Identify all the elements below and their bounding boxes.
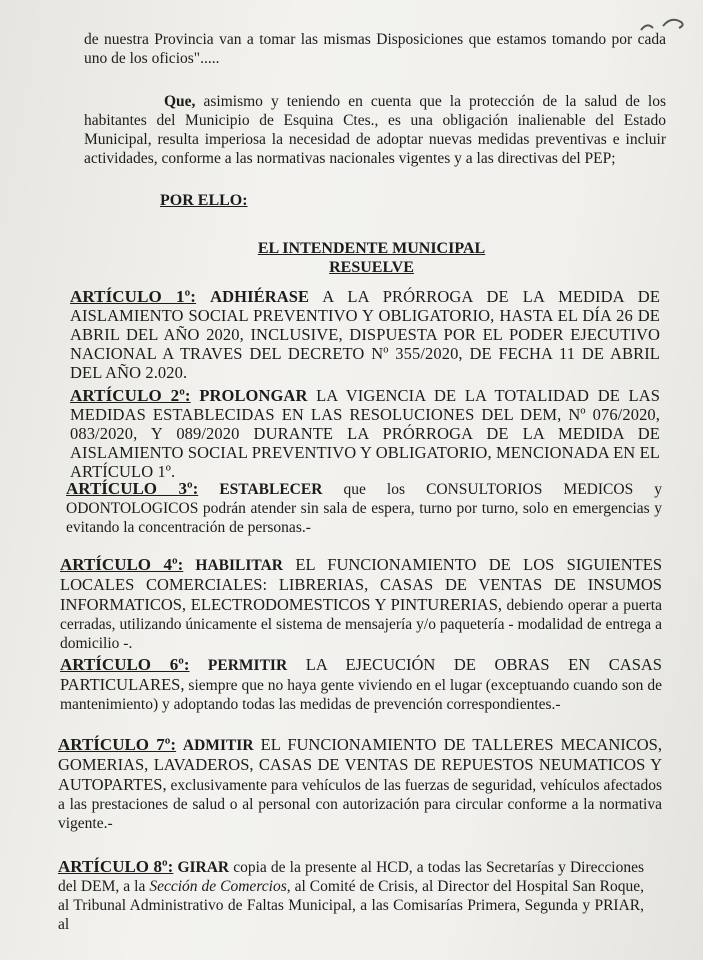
que-lead: Que, (164, 93, 196, 110)
article-3-label: ARTÍCULO 3º: (66, 479, 199, 498)
article-6-text: siempre que no haya gente viviendo en el lugar (exceptuando cuando son de mantenimiento) y adoptando todas las medidas de prevención correspondientes.- (60, 677, 662, 713)
article-4-label: ARTÍCULO 4º: (60, 555, 184, 574)
article-4 (60, 555, 662, 653)
article-7-text: exclusivamente para vehículos de las fuerzas de seguridad, vehículos afectados a las prestaciones de salud o al personal con autorización para circular conforme a la normativa vigente.- (58, 777, 662, 832)
article-8-italic: Sección de Comercios (149, 878, 287, 895)
article-8 (58, 857, 644, 934)
fragment-intro: de nuestra Provincia van a tomar las mismas Disposiciones que estamos tomando por cada uno de los oficios"..... (84, 31, 666, 67)
article-4-verb: HABILITAR (195, 557, 283, 574)
article-7-text-caps: EL FUNCIONAMIENTO DE TALLERES MECANICOS, GOMERIAS, LAVADEROS, CASAS DE VENTAS DE REPUESTOS NEUMATICOS Y AUTOPARTES, (58, 735, 662, 794)
article-8-label: ARTÍCULO 8º: (58, 857, 174, 876)
article-1-label: ARTÍCULO 1º: (70, 287, 197, 306)
por-ello-heading: POR ELLO: (160, 192, 248, 209)
article-1-text: A LA PRÓRROGA DE LA MEDIDA DE AISLAMIENTO SOCIAL PREVENTIVO Y OBLIGATORIO, HASTA EL DÍA 26 DE ABRIL DEL AÑO 2020, INCLUSIVE, DISPUESTA POR EL PODER EJECUTIVO NACIONAL A TRAVES DEL DECRETO Nº 355/2020, DE FECHA 11 DE ABRIL DEL AÑO 2.020. (70, 287, 661, 382)
article-2 (70, 386, 660, 481)
article-4-text-caps: EL FUNCIONAMIENTO DE LOS SIGUIENTES LOCALES COMERCIALES: LIBRERIAS, CASAS DE VENTAS DE INSUMOS INFORMATICOS, ELECTRODOMESTICOS Y PINTURERIAS, (60, 555, 662, 614)
article-8-text: copia de la presente al HCD, a todas las Secretarías y Direcciones del DEM, a la (58, 859, 644, 895)
article-1-verb: ADHIÉRASE (210, 287, 310, 306)
article-1 (70, 287, 660, 382)
article-4-text: debiendo operar a puerta cerradas, utilizando únicamente el sistema de mensajería y/o paquetería - modalidad de entrega a domicilio -. (60, 597, 662, 652)
article-6 (60, 655, 662, 714)
article-7-label: ARTÍCULO 7º: (58, 735, 177, 754)
article-3 (66, 479, 662, 537)
article-8-verb: GIRAR (177, 859, 230, 876)
article-6-label: ARTÍCULO 6º: (60, 655, 190, 674)
article-3-verb: ESTABLECER (219, 481, 323, 498)
article-2-text: LA VIGENCIA DE LA TOTALIDAD DE LAS MEDIDAS ESTABLECIDAS EN LAS RESOLUCIONES DEL DEM, Nº 076/2020, 083/2020, Y 089/2020 DURANTE LA PRÓRROGA DE LA MEDIDA DE AISLAMIENTO SOCIAL PREVENTIVO Y OBLIGATORIO, MENCIONADA EN EL ARTÍCULO 1º. (70, 386, 660, 481)
que-text: asimismo y teniendo en cuenta que la protección de la salud de los habitantes del Municipio de Esquina Ctes., es una obligación inalienable del Estado Municipal, resulta imperiosa la necesidad de adoptar nuevas medidas preventivas e incluir actividades, conforme a las normativas nacionales vigentes y a las directivas del PEP; (84, 93, 666, 167)
article-6-verb: PERMITIR (207, 657, 288, 674)
article-7 (58, 735, 662, 833)
que-paragraph (84, 92, 666, 168)
intendente-heading: EL INTENDENTE MUNICIPAL (257, 240, 486, 257)
resuelve-heading: RESUELVE (329, 259, 414, 276)
article-3-text: que los CONSULTORIOS MEDICOS y ODONTOLOGICOS podrán atender sin sala de espera, turno por turno, solo en emergencias y evitando la concentración de personas.- (66, 481, 663, 536)
article-2-verb: PROLONGAR (199, 386, 308, 405)
article-2-label: ARTÍCULO 2º: (70, 386, 191, 405)
article-6-text-caps: LA EJECUCIÓN DE OBRAS EN CASAS PARTICULARES, (60, 655, 662, 694)
article-7-verb: ADMITIR (182, 737, 254, 754)
article-8-text2: , al Comité de Crisis, al Director del Hospital San Roque, al Tribunal Administrativo de Faltas Municipal, a las Comisarías Primera, Segunda y PRIAR, al (58, 878, 644, 933)
